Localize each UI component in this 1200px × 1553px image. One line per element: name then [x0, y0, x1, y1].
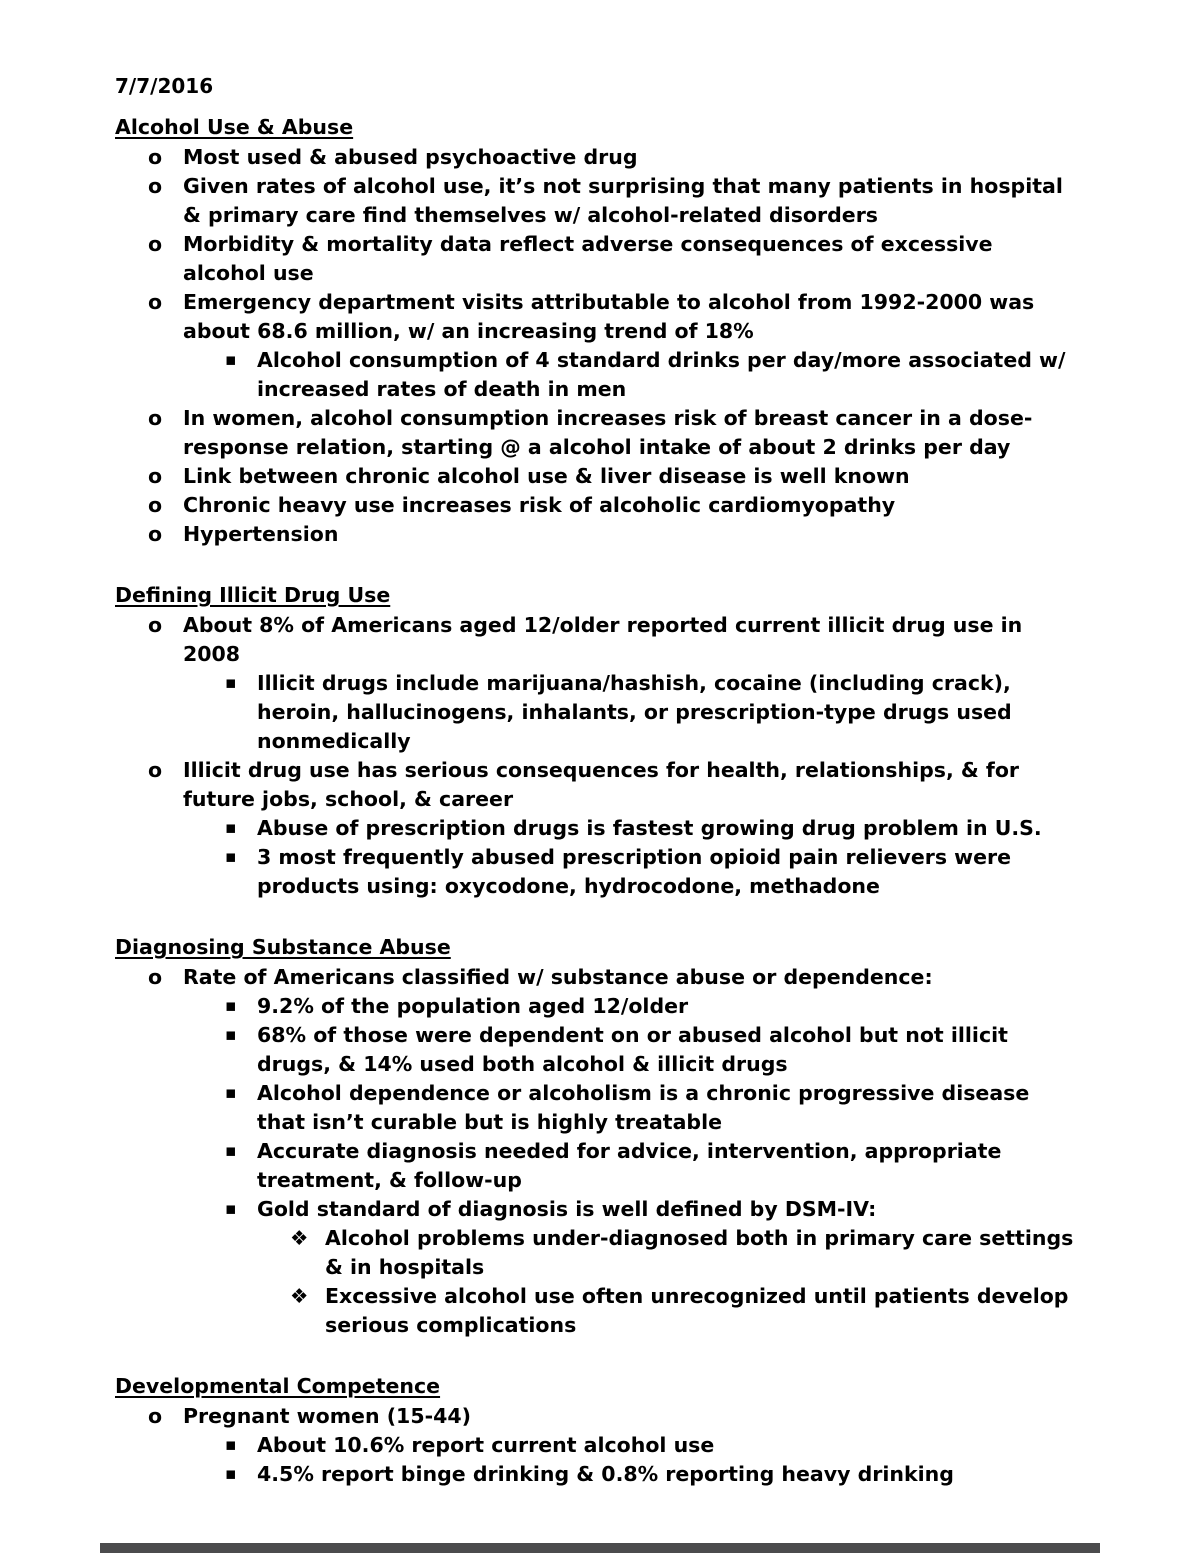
list-item-text: Chronic heavy use increases risk of alcoholic cardiomyopathy [183, 493, 896, 517]
bullet-marker: o [148, 965, 163, 989]
list-item [115, 669, 1082, 756]
list-item-text: 4.5% report binge drinking & 0.8% reporting heavy drinking [257, 1462, 954, 1486]
list-item [115, 611, 1082, 669]
list-item-text: About 10.6% report current alcohol use [257, 1433, 715, 1457]
bullet-marker: ❖ [290, 1284, 309, 1308]
list-item [115, 963, 1082, 992]
list-item-text: Rate of Americans classified w/ substance abuse or dependence: [183, 965, 933, 989]
section [115, 113, 1082, 549]
bullet-marker: ▪ [225, 350, 237, 370]
list-item-text: Alcohol dependence or alcoholism is a chronic progressive disease that isn’t curable but is highly treatable [257, 1081, 1030, 1134]
list-item [115, 1431, 1082, 1460]
list-item [115, 1021, 1082, 1079]
list-item [115, 1402, 1082, 1431]
bullet-marker: ▪ [225, 1141, 237, 1161]
list-item [115, 843, 1082, 901]
list-item-text: Illicit drugs include marijuana/hashish, cocaine (including crack), heroin, hallucinogens, inhalants, or prescription-type drugs used nonmedically [257, 671, 1012, 753]
list-item-text: Gold standard of diagnosis is well defined by DSM-IV: [257, 1197, 877, 1221]
list-item-text: Excessive alcohol use often unrecognized until patients develop serious complications [325, 1284, 1069, 1337]
bullet-marker: o [148, 174, 163, 198]
list-item [115, 1460, 1082, 1489]
list-item [115, 404, 1082, 462]
next-page-edge [100, 1543, 1100, 1553]
document-date: 7/7/2016 [115, 74, 214, 98]
bullet-marker: ❖ [290, 1226, 309, 1250]
list-item-text: Abuse of prescription drugs is fastest growing drug problem in U.S. [257, 816, 1042, 840]
section-title: Defining Illicit Drug Use [115, 583, 391, 607]
list-item [115, 230, 1082, 288]
list-item-text: Most used & abused psychoactive drug [183, 145, 638, 169]
list-item [115, 346, 1082, 404]
bullet-marker: ▪ [225, 1435, 237, 1455]
list-item [115, 143, 1082, 172]
bullet-marker: ▪ [225, 847, 237, 867]
list-item [115, 491, 1082, 520]
bullet-marker: ▪ [225, 673, 237, 693]
list-item [115, 756, 1082, 814]
list-item [115, 814, 1082, 843]
list-item-text: 3 most frequently abused prescription opioid pain relievers were products using: oxycodone, hydrocodone, methadone [257, 845, 1012, 898]
bullet-marker: o [148, 1404, 163, 1428]
list-item [115, 992, 1082, 1021]
bullet-marker: o [148, 406, 163, 430]
bullet-marker: ▪ [225, 1083, 237, 1103]
list-item-text: 9.2% of the population aged 12/older [257, 994, 689, 1018]
list-item-text: In women, alcohol consumption increases risk of breast cancer in a dose-response relation, starting @ a alcohol intake of about 2 drinks per day [183, 406, 1033, 459]
bullet-marker: o [148, 613, 163, 637]
section [115, 581, 1082, 901]
bullet-marker: o [148, 232, 163, 256]
list-item [115, 1282, 1082, 1340]
bullet-marker: o [148, 290, 163, 314]
bullet-marker: o [148, 493, 163, 517]
list-item-text: About 8% of Americans aged 12/older reported current illicit drug use in 2008 [183, 613, 1023, 666]
section-title: Alcohol Use & Abuse [115, 115, 354, 139]
bullet-marker: ▪ [225, 1025, 237, 1045]
bullet-marker: o [148, 758, 163, 782]
section-title: Diagnosing Substance Abuse [115, 935, 451, 959]
list-item-text: Link between chronic alcohol use & liver disease is well known [183, 464, 910, 488]
list-item-text: Accurate diagnosis needed for advice, intervention, appropriate treatment, & follow-up [257, 1139, 1002, 1192]
list-item [115, 520, 1082, 549]
list-item [115, 462, 1082, 491]
list-item-text: Given rates of alcohol use, it’s not surprising that many patients in hospital & primary care find themselves w/ alcohol-related disorders [183, 174, 1063, 227]
bullet-marker: o [148, 522, 163, 546]
list-item-text: Illicit drug use has serious consequences for health, relationships, & for future jobs, school, & career [183, 758, 1020, 811]
list-item-text: Hypertension [183, 522, 339, 546]
section [115, 1372, 1082, 1489]
bullet-marker: o [148, 464, 163, 488]
bullet-marker: ▪ [225, 1199, 237, 1219]
list-item [115, 1137, 1082, 1195]
list-item-text: Pregnant women (15-44) [183, 1404, 471, 1428]
list-item-text: Alcohol consumption of 4 standard drinks per day/more associated w/ increased rates of death in men [257, 348, 1066, 401]
section [115, 933, 1082, 1340]
list-item-text: Morbidity & mortality data reflect adverse consequences of excessive alcohol use [183, 232, 993, 285]
bullet-marker: ▪ [225, 1464, 237, 1484]
list-item-text: Alcohol problems under-diagnosed both in primary care settings & in hospitals [325, 1226, 1074, 1279]
document-sections [115, 113, 1082, 1489]
list-item-text: Emergency department visits attributable to alcohol from 1992-2000 was about 68.6 million, w/ an increasing trend of 18% [183, 290, 1035, 343]
list-item [115, 1195, 1082, 1224]
list-item [115, 1224, 1082, 1282]
list-item [115, 288, 1082, 346]
section-title: Developmental Competence [115, 1374, 441, 1398]
list-item-text: 68% of those were dependent on or abused alcohol but not illicit drugs, & 14% used both alcohol & illicit drugs [257, 1023, 1008, 1076]
bullet-marker: o [148, 145, 163, 169]
bullet-marker: ▪ [225, 996, 237, 1016]
list-item [115, 1079, 1082, 1137]
bullet-marker: ▪ [225, 818, 237, 838]
list-item [115, 172, 1082, 230]
